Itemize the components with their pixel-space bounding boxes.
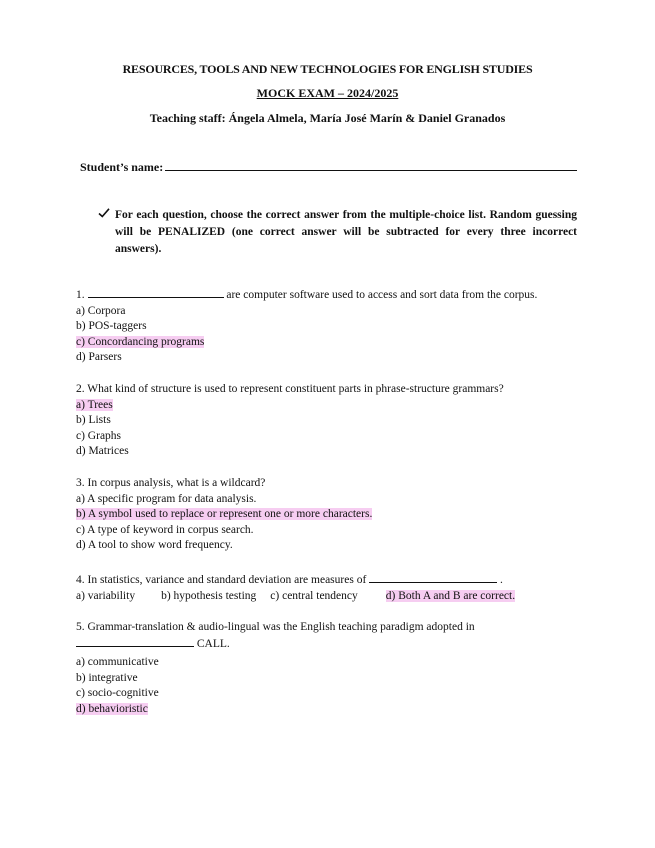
option-a[interactable]: a) Corpora [76, 304, 126, 317]
option-d[interactable]: d) A tool to show word frequency. [76, 539, 233, 551]
option-c[interactable]: c) A type of keyword in corpus search. [76, 523, 254, 536]
teaching-staff: Teaching staff: Ángela Almela, María José Marín & Daniel Granados [149, 111, 506, 125]
option-b[interactable] [76, 507, 372, 523]
highlighted-answer: b) A symbol used to replace or represent one or more characters. [76, 508, 373, 520]
student-name-row [80, 160, 577, 175]
question-1-stem: 1. are computer software used to access and sort data from the corpus. [76, 289, 538, 301]
question-4 [76, 572, 515, 604]
question-5 [76, 620, 475, 717]
option-b[interactable]: b) Lists [76, 414, 111, 426]
highlighted-answer: a) Trees [76, 398, 113, 411]
question-4-stem: 4. In statistics, variance and standard deviation are measures of . [76, 574, 503, 586]
highlighted-answer: d) Both A and B are correct. [385, 589, 516, 602]
option-c[interactable] [76, 335, 537, 351]
question-3 [76, 476, 372, 554]
question-2-stem: 2. What kind of structure is used to represent constituent parts in phrase-structure grammars? [76, 383, 504, 395]
checkmark-icon [97, 207, 111, 219]
student-name-label: Student’s name: [80, 160, 164, 174]
option-a[interactable]: a) variability [76, 589, 136, 602]
answer-blank[interactable] [369, 572, 497, 583]
question-3-stem: 3. In corpus analysis, what is a wildcard? [76, 477, 266, 489]
question-5-stem-line2: CALL. [76, 636, 475, 653]
instructions-text: For each question, choose the correct answer from the multiple-choice list. Random guessing will be PENALIZED (one correct answer will be subtracted for every three incorrect answers). [115, 209, 577, 255]
option-d[interactable] [386, 590, 515, 602]
option-d[interactable] [76, 702, 475, 718]
option-c[interactable]: c) central tendency [270, 589, 358, 602]
option-row [76, 589, 515, 605]
option-a[interactable]: a) communicative [76, 656, 159, 668]
option-d[interactable]: d) Matrices [76, 445, 129, 457]
student-name-field[interactable] [165, 160, 577, 171]
option-c[interactable]: c) Graphs [76, 429, 122, 442]
answer-blank[interactable] [76, 636, 194, 647]
question-1 [76, 287, 537, 366]
course-title: RESOURCES, TOOLS AND NEW TECHNOLOGIES FOR ENGLISH STUDIES [122, 62, 533, 76]
question-2 [76, 382, 504, 460]
option-d[interactable]: d) Parsers [76, 351, 122, 363]
option-b[interactable]: b) POS-taggers [76, 320, 147, 332]
highlighted-answer: c) Concordancing programs [76, 335, 205, 348]
option-c[interactable]: c) socio-cognitive [76, 687, 159, 699]
question-5-stem: 5. Grammar-translation & audio-lingual was the English teaching paradigm adopted in [76, 621, 475, 633]
option-b[interactable]: b) hypothesis testing [161, 589, 257, 602]
option-a[interactable] [76, 398, 504, 414]
highlighted-answer: d) behavioristic [76, 702, 148, 715]
option-b[interactable]: b) integrative [76, 671, 138, 684]
option-a[interactable]: a) A specific program for data analysis. [76, 492, 257, 505]
instructions [97, 207, 577, 258]
answer-blank[interactable] [88, 287, 224, 298]
exam-title: MOCK EXAM – 2024/2025 [256, 86, 399, 100]
